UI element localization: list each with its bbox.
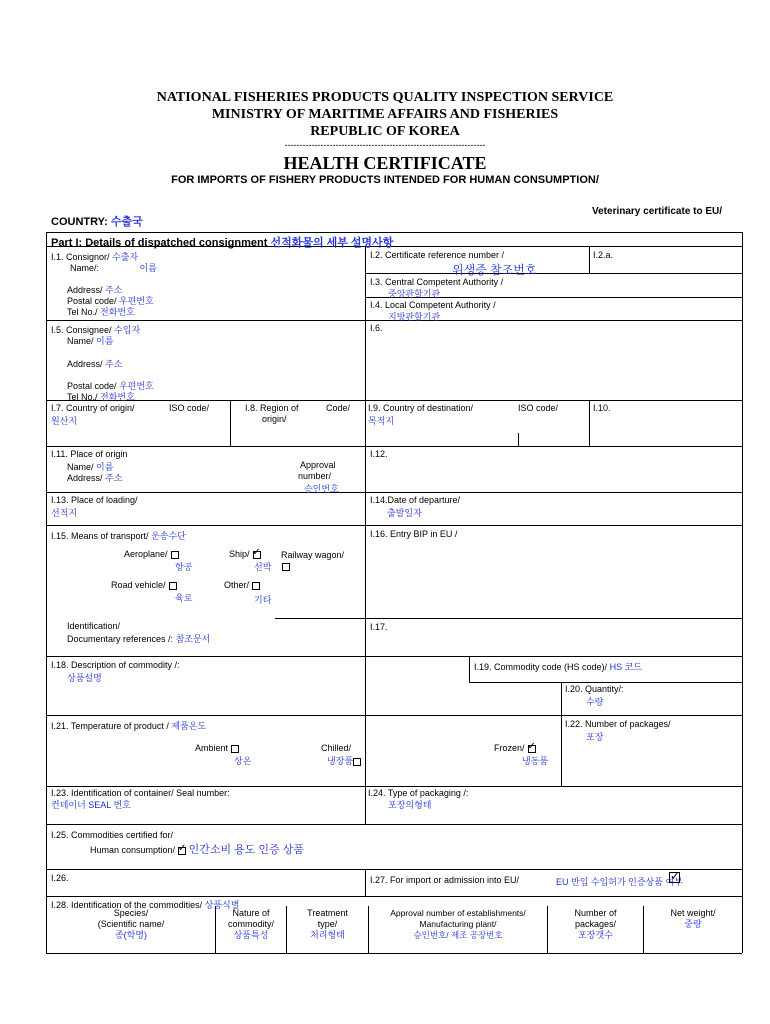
i5-bottom — [46, 400, 742, 401]
col-approval — [369, 908, 547, 941]
i5-label-kr: 수입자 — [114, 325, 141, 335]
i7-divider — [230, 400, 231, 446]
i9-label: I.9. Country of destination/ — [368, 403, 474, 413]
certificate-title: HEALTH CERTIFICATE — [283, 153, 487, 173]
ambient-kr: 상온 — [234, 756, 252, 766]
i9-divider — [589, 400, 590, 446]
i8-code-label: Code/ — [326, 403, 351, 413]
ship-option[interactable] — [229, 549, 261, 559]
road-kr: 육로 — [175, 593, 193, 603]
col-treatment-l2: type/ — [317, 919, 338, 929]
ship-label: Ship/ — [229, 549, 250, 559]
other-label: Other/ — [224, 580, 250, 590]
col-approval-l2: Manufacturing plant/ — [419, 919, 497, 929]
ambient-option[interactable] — [195, 743, 239, 753]
docref-kr: 참조문서 — [175, 634, 211, 644]
other-kr: 기타 — [254, 595, 272, 605]
railway-checkbox[interactable] — [282, 563, 290, 571]
i2-kr[interactable]: 위생증 참조번호 — [452, 263, 537, 277]
i4-kr[interactable]: 지방관할기관 — [388, 312, 441, 322]
i19-divider — [469, 656, 470, 682]
col-net-weight — [644, 908, 742, 930]
i21-label-en: I.21. Temperature of product / — [51, 721, 169, 731]
i5-label-en: I.5. Consignee/ — [51, 325, 112, 335]
i15-label-en: I.15. Means of transport/ — [51, 531, 149, 541]
i27-checkbox[interactable] — [669, 872, 680, 883]
i6-label: I.6. — [370, 323, 383, 333]
col-species-kr: 종(학명) — [114, 930, 148, 940]
col-approval-kr: 승인번호/ 제조 공장번호 — [413, 930, 503, 940]
i7-kr[interactable]: 원산지 — [51, 416, 78, 426]
i11-name-label: Name/ — [67, 462, 94, 472]
chilled-option[interactable] — [327, 754, 361, 767]
i5-name-kr: 이름 — [96, 336, 114, 346]
frozen-label: Frozen/ — [494, 743, 525, 753]
col-nature-l2: commodity/ — [227, 919, 274, 929]
i19-label-kr: HS 코드 — [609, 662, 642, 672]
i27-label: I.27. For import or admission into EU/ — [370, 875, 520, 885]
i28-label-en: I.28. Identification of the commodities/ — [51, 900, 203, 910]
i4-label: I.4. Local Competent Authority / — [370, 300, 496, 310]
identification-label: Identification/ — [67, 621, 121, 631]
other-checkbox[interactable] — [252, 582, 260, 590]
col-packages-l1: Number of — [574, 908, 617, 918]
header-line-1: NATIONAL FISHERIES PRODUCTS QUALITY INSPECTION SERVICE — [156, 90, 614, 105]
i7-iso-label: ISO code/ — [169, 403, 210, 413]
i2-bottom — [365, 273, 742, 274]
col-species-l1: Species/ — [113, 908, 149, 918]
human-checkbox[interactable] — [178, 847, 186, 855]
country-kr: 수출국 — [110, 216, 143, 228]
i1-postal-label: Postal code/ — [67, 296, 117, 306]
frozen-kr: 냉동품 — [522, 756, 549, 766]
i18-kr[interactable]: 상품설명 — [67, 673, 102, 683]
col-approval-l1: Approval number of establishments/ — [390, 908, 526, 918]
border-left — [46, 232, 47, 953]
i19-bottom — [469, 682, 742, 683]
i21-label — [51, 719, 206, 732]
i16-bottom — [275, 618, 742, 619]
i11-label: I.11. Place of origin — [51, 449, 128, 459]
i8-label-b: origin/ — [262, 414, 287, 424]
i27-divider — [365, 869, 366, 896]
i15-label — [51, 529, 186, 542]
aeroplane-label: Aeroplane/ — [124, 549, 168, 559]
chilled-checkbox[interactable] — [353, 758, 361, 766]
i5-name-label: Name/ — [67, 336, 94, 346]
i21-label-kr: 제품온도 — [171, 721, 207, 731]
approval-kr[interactable]: 승인번호 — [304, 484, 339, 494]
border-bottom — [46, 953, 742, 954]
i9-iso-label: ISO code/ — [518, 403, 559, 413]
i24-kr[interactable]: 포장의형태 — [388, 800, 432, 810]
vet-cert-label: Veterinary certificate to EU/ — [592, 206, 723, 217]
i15-label-kr: 운송수단 — [151, 531, 186, 541]
i19-label-en: I.19. Commodity code (HS code)/ — [474, 662, 608, 672]
header-line-2: MINISTRY OF MARITIME AFFAIRS AND FISHERIES — [211, 107, 559, 122]
i1-label-kr: 수출자 — [112, 252, 139, 262]
i1-name-label: Name/: — [70, 263, 100, 273]
mid-divider — [365, 246, 366, 786]
aeroplane-option[interactable] — [124, 549, 179, 559]
i11-name-kr: 이름 — [96, 462, 114, 472]
i11-bottom — [46, 492, 742, 493]
col-treatment-l1: Treatment — [307, 908, 348, 918]
i1-name[interactable] — [70, 261, 157, 274]
i20-kr[interactable]: 수량 — [586, 697, 604, 707]
i10-label: I.10. — [593, 403, 611, 413]
i5-address-label: Address/ — [67, 359, 103, 369]
i16-label: I.16. Entry BIP in EU / — [370, 529, 458, 539]
part1-title-en: Part I: Details of dispatched consignment — [51, 237, 268, 249]
col-treatment-kr: 처리형태 — [310, 930, 345, 940]
human-consumption-option[interactable] — [90, 841, 304, 857]
i23-label: I.23. Identification of container/ Seal number: — [51, 788, 230, 798]
i20-bottom — [46, 715, 742, 716]
human-label: Human consumption/ — [90, 845, 176, 855]
col-packages — [548, 908, 643, 941]
i2a-divider — [589, 246, 590, 273]
chilled-label: Chilled/ — [321, 743, 352, 753]
i3-kr[interactable]: 중앙관할기관 — [388, 289, 441, 299]
i23-bottom — [46, 824, 742, 825]
i9-kr[interactable]: 목적지 — [368, 416, 395, 426]
i11-address[interactable] — [67, 471, 122, 484]
other-option[interactable] — [224, 580, 260, 590]
docref[interactable] — [67, 632, 210, 645]
col-treatment — [287, 908, 368, 941]
frozen-checkbox[interactable] — [528, 745, 536, 753]
i1-address-label: Address/ — [67, 285, 103, 295]
road-label: Road vehicle/ — [111, 580, 166, 590]
i27-option[interactable] — [666, 872, 680, 883]
i5-tel[interactable] — [67, 390, 135, 403]
col-species — [47, 908, 215, 941]
i1-tel-kr: 전화번호 — [100, 307, 135, 317]
i17-label: I.17. — [370, 622, 388, 632]
i26-label: I.26. — [51, 873, 69, 883]
i20-divider — [561, 682, 562, 786]
i19-label — [474, 660, 642, 673]
i14-label: I.14.Date of departure/ — [370, 495, 461, 505]
i3-label: I.3. Central Competent Authority / — [370, 277, 504, 287]
i5-postal-label: Postal code/ — [67, 381, 117, 391]
i1-tel[interactable] — [67, 305, 135, 318]
ambient-checkbox[interactable] — [231, 745, 239, 753]
ambient-label: Ambient — [195, 743, 229, 753]
i23-kr[interactable]: 컨테이너 SEAL 번호 — [51, 800, 131, 810]
i22-kr[interactable]: 포장 — [586, 732, 604, 742]
i1-label-en: I.1. Consignor/ — [51, 252, 110, 262]
part1-title — [51, 234, 393, 250]
i1-tel-label: Tel No./ — [67, 307, 98, 317]
i27-kr: EU 반입 수입허가 인증상품 여부 — [556, 877, 683, 887]
i13-label: I.13. Place of loading/ — [51, 495, 138, 505]
certificate-subtitle: FOR IMPORTS OF FISHERY PRODUCTS INTENDED FOR HUMAN CONSUMPTION/ — [171, 174, 599, 186]
chilled-kr: 냉장품 — [327, 756, 354, 766]
col-packages-l2: packages/ — [574, 919, 617, 929]
railway-label: Railway wagon/ — [281, 550, 345, 560]
i11-address-kr: 주소 — [105, 473, 123, 483]
i1-name-kr: 이름 — [139, 263, 157, 273]
i17-bottom — [46, 656, 742, 657]
i5-tel-label: Tel No./ — [67, 392, 98, 402]
i11-address-label: Address/ — [67, 473, 103, 483]
road-option[interactable] — [111, 580, 177, 590]
country-line — [51, 213, 143, 229]
i5-postal-kr: 우편번호 — [119, 381, 154, 391]
col-nature-l1: Nature of — [232, 908, 270, 918]
ship-kr: 선박 — [254, 562, 272, 572]
col-net-weight-kr: 중량 — [684, 919, 702, 929]
i22-label: I.22. Number of packages/ — [565, 719, 671, 729]
country-label: COUNTRY: — [51, 216, 108, 228]
col-species-l2: (Scientific name/ — [97, 919, 165, 929]
iso-tick — [518, 433, 519, 446]
i8-label-a: I.8. Region of — [245, 403, 299, 413]
frozen-option[interactable] — [494, 743, 536, 753]
i1-postal-kr: 우편번호 — [119, 296, 154, 306]
i28-label-kr: 상품식별 — [204, 900, 240, 910]
i5-address-kr: 주소 — [105, 359, 123, 369]
ship-checkbox[interactable] — [253, 551, 261, 559]
i5-tel-kr: 전화번호 — [100, 392, 135, 402]
i26-bottom — [46, 896, 742, 897]
col-net-weight-l1: Net weight/ — [670, 908, 716, 918]
i13-bottom — [46, 525, 742, 526]
i5-name[interactable] — [67, 334, 113, 347]
docref-label: Documentary references /: — [67, 634, 174, 644]
i20-label: I.20. Quantity/: — [565, 684, 624, 694]
aeroplane-kr: 항공 — [175, 562, 193, 572]
i2-label: I.2. Certificate reference number / — [370, 250, 505, 260]
col-nature — [216, 908, 286, 941]
approval-label-a: Approval — [300, 460, 336, 470]
i2a-label: I.2.a. — [593, 250, 614, 260]
col-packages-kr: 포장갯수 — [578, 930, 613, 940]
i25-label: I.25. Commodities certified for/ — [51, 830, 174, 840]
i24-label: I.24. Type of packaging /: — [368, 788, 469, 798]
i13-kr[interactable]: 선적지 — [51, 508, 78, 518]
i1-address-kr: 주소 — [105, 285, 123, 295]
i25-bottom — [46, 869, 742, 870]
i21-bottom — [46, 786, 742, 787]
i24-divider — [365, 786, 366, 824]
road-checkbox[interactable] — [169, 582, 177, 590]
border-top — [46, 232, 742, 233]
header-line-3: REPUBLIC OF KOREA — [310, 124, 460, 139]
border-right — [742, 232, 743, 953]
railway-option[interactable] — [279, 561, 290, 571]
i14-kr[interactable]: 출발일자 — [387, 508, 422, 518]
human-kr: 인간소비 용도 인증 상품 — [188, 844, 304, 856]
i7-label: I.7. Country of origin/ — [51, 403, 135, 413]
part1-title-kr: 선적화물의 세부 설명사항 — [270, 237, 394, 249]
approval-label-b: number/ — [298, 471, 332, 481]
i12-label: I.12. — [370, 449, 388, 459]
aeroplane-checkbox[interactable] — [171, 551, 179, 559]
col-nature-kr: 상품특성 — [233, 930, 269, 940]
i5-address[interactable] — [67, 357, 122, 370]
header-divider: ------------------------------------------------------------------- — [284, 140, 486, 150]
i7-bottom — [46, 446, 742, 447]
i18-label: I.18. Description of commodity /: — [51, 660, 180, 670]
